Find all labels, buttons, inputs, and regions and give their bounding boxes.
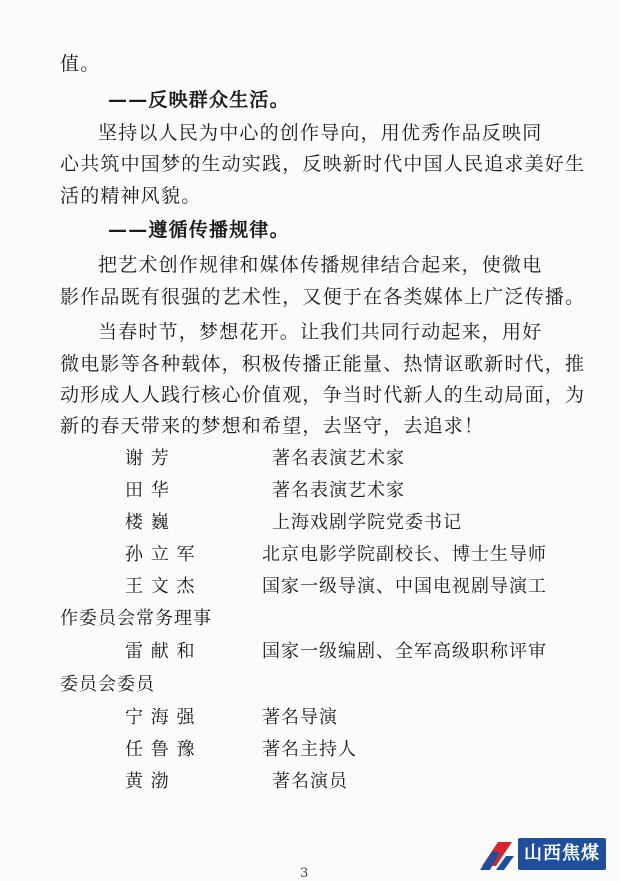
signatory-title: 著名导演 bbox=[262, 707, 338, 728]
section-heading: ——反映群众生活。 bbox=[108, 89, 290, 111]
signatory-title: 著名表演艺术家 bbox=[272, 480, 405, 501]
coal-logo-icon bbox=[478, 836, 516, 872]
body-line: 坚持以人民为中心的创作导向，用优秀作品反映同 bbox=[98, 122, 543, 144]
signatory-name: 田 华 bbox=[125, 480, 170, 501]
body-line: 新的春天带来的梦想和希望，去坚守，去追求！ bbox=[60, 415, 485, 437]
signatory-title: 国家一级编剧、全军高级职称评审 bbox=[262, 641, 547, 662]
signatory-title: 国家一级导演、中国电视剧导演工 bbox=[262, 576, 547, 597]
signatory-name: 谢 芳 bbox=[125, 448, 170, 469]
body-line: 活的精神风貌。 bbox=[60, 185, 202, 207]
watermark-logo bbox=[478, 836, 614, 872]
signatory-title: 上海戏剧学院党委书记 bbox=[272, 512, 462, 533]
signatory-name: 宁 海 强 bbox=[125, 707, 196, 728]
body-line: 影作品既有很强的艺术性，又便于在各类媒体上广泛传播。 bbox=[60, 286, 586, 308]
signatory-name: 孙 立 军 bbox=[125, 544, 196, 565]
signatory-title: 著名表演艺术家 bbox=[272, 448, 405, 469]
body-line: 心共筑中国梦的生动实践，反映新时代中国人民追求美好生 bbox=[60, 153, 586, 175]
signatory-title: 著名演员 bbox=[272, 771, 348, 792]
signatory-title: 北京电影学院副校长、博士生导师 bbox=[262, 544, 547, 565]
signatory-name: 黄 渤 bbox=[125, 771, 170, 792]
body-line: 值。 bbox=[60, 53, 101, 75]
body-line: 动形成人人践行核心价值观，争当时代新人的生动局面，为 bbox=[60, 384, 586, 406]
signatory-name: 楼 巍 bbox=[125, 512, 170, 533]
signatory-title: 著名主持人 bbox=[262, 739, 357, 760]
signatory-title-continued: 作委员会常务理事 bbox=[60, 608, 212, 629]
signatory-name: 王 文 杰 bbox=[125, 576, 196, 597]
body-line: 把艺术创作规律和媒体传播规律结合起来，使微电 bbox=[98, 254, 543, 276]
signatory-name: 任 鲁 豫 bbox=[125, 739, 196, 760]
signatory-title-continued: 委员会委员 bbox=[60, 674, 155, 695]
section-heading: ——遵循传播规律。 bbox=[108, 219, 290, 241]
body-line: 当春时节，梦想花开。让我们共同行动起来，用好 bbox=[98, 321, 543, 343]
signatory-name: 雷 献 和 bbox=[125, 641, 196, 662]
page-number: 3 bbox=[300, 866, 309, 881]
body-line: 微电影等各种载体，积极传播正能量、热情讴歌新时代，推 bbox=[60, 353, 586, 375]
watermark-text: 山西焦煤 bbox=[518, 838, 606, 870]
